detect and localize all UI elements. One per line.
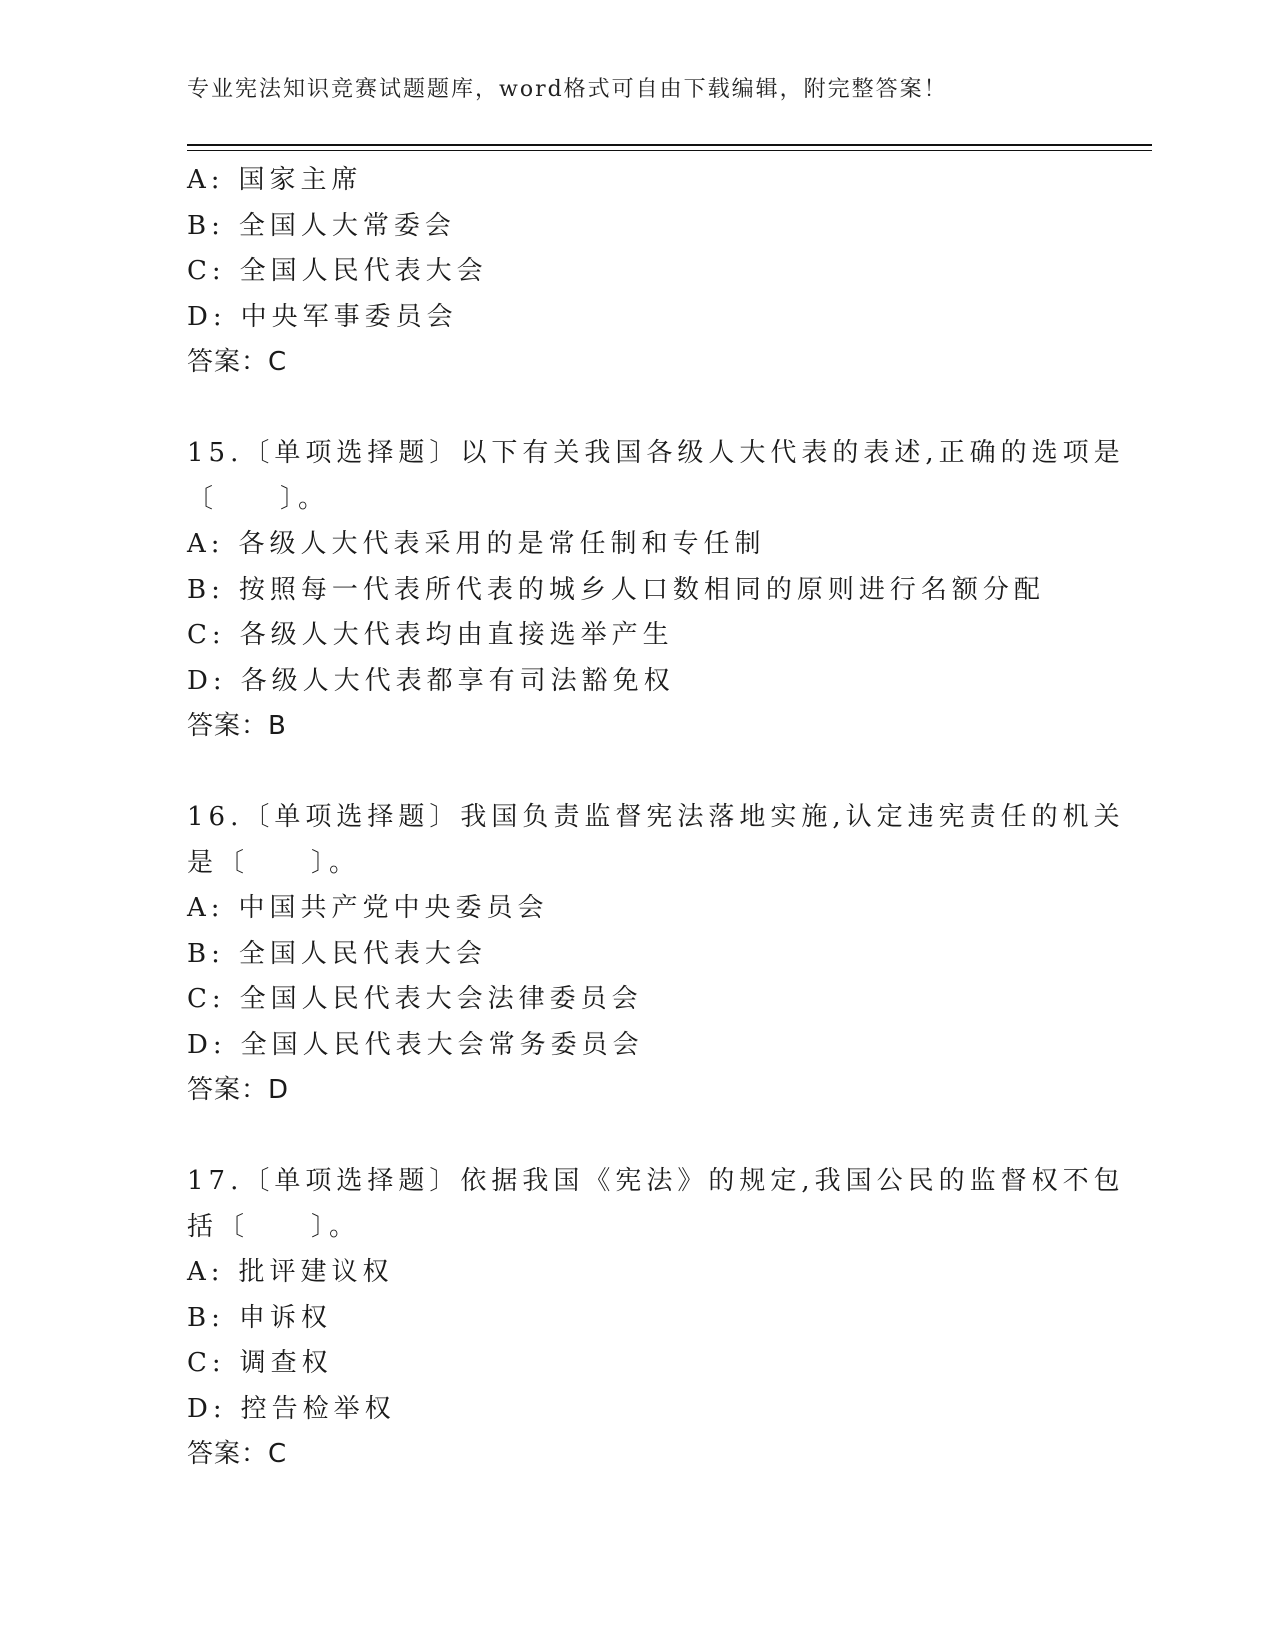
question-stem-cont: 〔 〕。 [187, 483, 330, 514]
option-c: C: 各级人大代表均由直接选举产生 [187, 620, 674, 650]
question-17 [187, 1159, 1125, 1478]
option-a: A: 批评建议权 [187, 1257, 394, 1287]
option-c: C: 调查权 [187, 1348, 333, 1378]
option-b: B: 按照每一代表所代表的城乡人口数相同的原则进行名额分配 [187, 574, 1045, 605]
header-rule-thin [187, 150, 1152, 151]
option-b: B: 申诉权 [187, 1302, 332, 1333]
question-16 [187, 795, 1125, 1114]
question-stem-cont: 括〔 〕。 [187, 1211, 361, 1242]
option-d: D: 各级人大代表都享有司法豁免权 [187, 665, 675, 696]
spacer [187, 750, 1067, 796]
option-c: C: 全国人民代表大会 [187, 256, 488, 286]
spacer [187, 1114, 1067, 1160]
option-a: A: 中国共产党中央委员会 [187, 893, 549, 923]
answer: 答案：C [187, 347, 288, 377]
question-15 [187, 431, 1125, 750]
answer: 答案：B [187, 711, 287, 741]
option-d: D: 全国人民代表大会常务委员会 [187, 1029, 644, 1060]
question-stem: 16.〔单项选择题〕我国负责监督宪法落地实施,认定违宪责任的机关 [187, 802, 1125, 832]
page-header: 专业宪法知识竞赛试题题库，word格式可自由下载编辑，附完整答案！ [187, 77, 948, 102]
question-14 [187, 158, 1067, 386]
header-rule [187, 144, 1152, 146]
question-list [187, 158, 1125, 1478]
answer: 答案：D [187, 1075, 290, 1105]
option-c: C: 全国人民代表大会法律委员会 [187, 984, 643, 1014]
option-d: D: 控告检举权 [187, 1393, 396, 1424]
option-b: B: 全国人大常委会 [187, 210, 456, 241]
answer: 答案：C [187, 1439, 288, 1469]
option-b: B: 全国人民代表大会 [187, 938, 487, 969]
spacer [187, 386, 1067, 432]
question-stem-cont: 是〔 〕。 [187, 847, 361, 878]
option-a: A: 各级人大代表采用的是常任制和专任制 [187, 529, 766, 559]
question-stem: 15.〔单项选择题〕以下有关我国各级人大代表的表述,正确的选项是 [187, 438, 1125, 468]
question-stem: 17.〔单项选择题〕依据我国《宪法》的规定,我国公民的监督权不包 [187, 1166, 1125, 1196]
option-a: A: 国家主席 [187, 165, 363, 195]
option-d: D: 中央军事委员会 [187, 301, 458, 332]
